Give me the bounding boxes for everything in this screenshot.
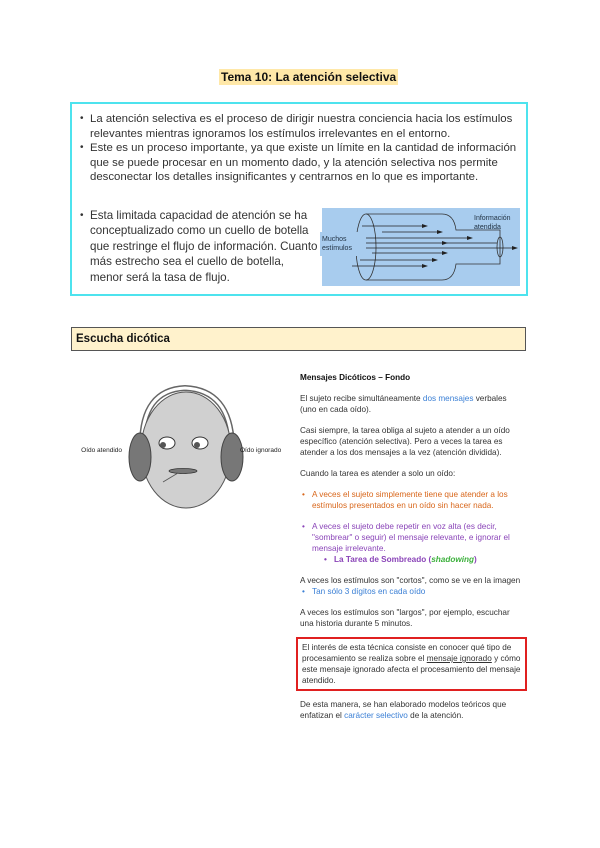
- bullet-icon: •: [302, 490, 305, 499]
- intro-box: [70, 102, 528, 296]
- dichotic-listening-figure: [60, 370, 300, 520]
- bullet-icon: •: [80, 210, 84, 221]
- bullet-icon: •: [80, 113, 84, 124]
- intro-bullet-2: • Este es un proceso importante, ya que existe un límite en la cantidad de información que se puede procesar en un momento dado, y la atención selectiva nos permite desconectar los detalles insignificantes y centrarnos en lo que es importante.: [80, 142, 517, 184]
- page-title: Tema 10: La atención selectiva: [221, 70, 397, 84]
- diagram-label-attended-info: Información atendida: [474, 215, 511, 231]
- notes-paragraph-3: Cuando la tarea es atender a solo un oído:: [300, 469, 456, 478]
- notes-bullet-2: • A veces el sujeto debe repetir en voz alta (es decir, "sombrear" o seguir) el mensaje relevante, e ignorar el mensaje irrelevante.: [302, 522, 510, 553]
- notes-paragraph-2: Casi siempre, la tarea obliga al sujeto a atender a un oído específico (atención selectiva). Pero a veces la tarea es atender a los dos mensajes a la vez (atención dividida).: [300, 426, 510, 457]
- face-with-headphones-icon: [60, 370, 300, 520]
- notes-bullet-3: • Tan sólo 3 dígitos en cada oído: [302, 587, 426, 596]
- bullet-icon: •: [80, 142, 84, 153]
- notes-paragraph-5: A veces los estímulos son "largos", por ejemplo, escuchar una historia durante 5 minutos.: [300, 608, 510, 628]
- ignored-ear-label: Oído ignorado: [240, 447, 282, 454]
- bullet-icon: •: [302, 587, 305, 596]
- attended-ear-label: Oído atendido: [81, 447, 122, 454]
- callout-box: El interés de esta técnica consiste en conocer qué tipo de procesamiento se realiza sobre el mensaje ignorado y cómo este mensaje ignorado afecta el procesamiento del mensaje atendido.: [296, 637, 527, 691]
- notes-bullet-1: • A veces el sujeto simplemente tiene que atender a los estímulos presentados en un oído sin hacer nada.: [302, 490, 508, 510]
- section-header: Escucha dicótica: [71, 327, 526, 351]
- notes-paragraph-4: A veces los estímulos son "cortos", como se ve en la imagen: [300, 576, 521, 585]
- intro-bullet-1: • La atención selectiva es el proceso de dirigir nuestra conciencia hacia los estímulos relevantes mientras ignoramos los estímulos irrelevantes en el entorno.: [80, 113, 513, 140]
- notes-sub-bullet: • La Tarea de Sombreado (shadowing): [324, 555, 477, 564]
- notes-heading: Mensajes Dicóticos – Fondo: [300, 373, 411, 382]
- bottleneck-diagram: [322, 208, 520, 286]
- diagram-label-many-stimuli: Muchos estímulos: [320, 232, 366, 256]
- intro-bullet-3: • Esta limitada capacidad de atención se ha conceptualizado como un cuello de botella que restringe el flujo de información. Cuanto más estrecho sea el cuello de botella, menor será la tasa de flujo.: [80, 209, 318, 284]
- bullet-icon: •: [302, 522, 305, 531]
- notes-paragraph-1: El sujeto recibe simultáneamente dos mensajes verbales (uno en cada oído).: [300, 394, 507, 414]
- bullet-icon: •: [324, 555, 327, 564]
- dichotic-notes: [300, 372, 525, 721]
- notes-paragraph-6: De esta manera, se han elaborado modelos teóricos que enfatizan el carácter selectivo de la atención.: [300, 700, 507, 720]
